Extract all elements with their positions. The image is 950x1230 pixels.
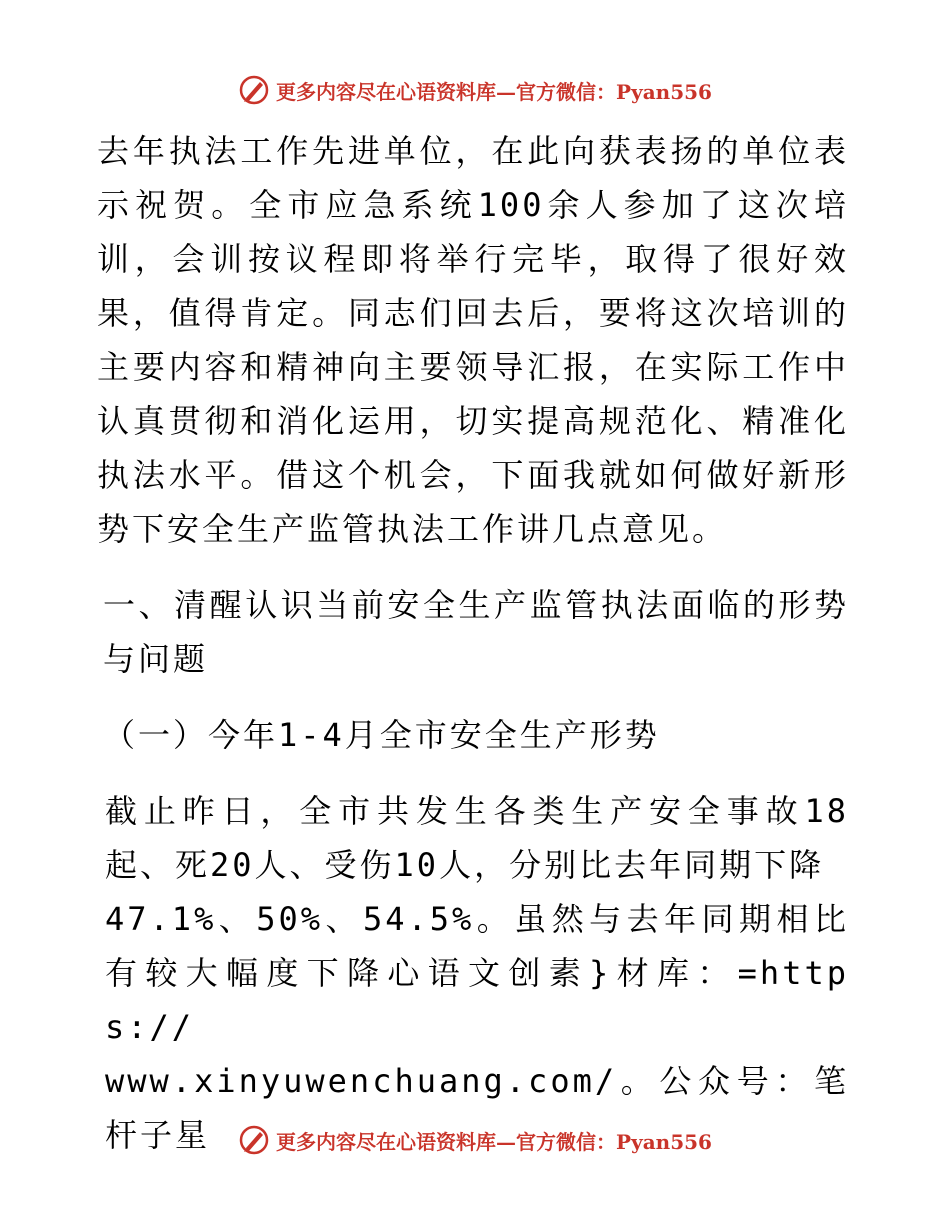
section-heading: 一、清醒认识当前安全生产监管执法面临的形势与问题: [103, 586, 849, 678]
watermark-text: 更多内容尽在心语资料库—官方微信：Pyan556: [276, 1129, 712, 1154]
pen-logo-icon: [238, 74, 270, 106]
footer-watermark: [0, 1122, 950, 1158]
pen-logo-icon: [238, 1124, 270, 1156]
header-watermark: [0, 72, 950, 108]
watermark-text: 更多内容尽在心语资料库—官方微信：Pyan556: [276, 79, 712, 104]
document-body: [97, 120, 849, 1162]
subsection-heading: （一）今年1-4月全市安全生产形势: [103, 716, 660, 754]
intro-paragraph: 去年执法工作先进单位，在此向获表扬的单位表示祝贺。全市应急系统100余人参加了这次培训，会训按议程即将举行完毕，取得了很好效果，值得肯定。同志们回去后，要将这次培训的主要内容和精神向主要领导汇报，在实际工作中认真贯彻和消化运用，切实提高规范化、精准化执法水平。借这个机会，下面我就如何做好新形势下安全生产监管执法工作讲几点意见。: [97, 132, 849, 548]
body-paragraph: 截止昨日，全市共发生各类生产安全事故18起、死20人、受伤10人，分别比去年同期下降 47.1%、50%、54.5%。虽然与去年同期相比有较大幅度下降心语文创素}材库：=https:// www.xinyuwenchuang.com/。公众号：笔杆子星: [105, 792, 849, 1154]
